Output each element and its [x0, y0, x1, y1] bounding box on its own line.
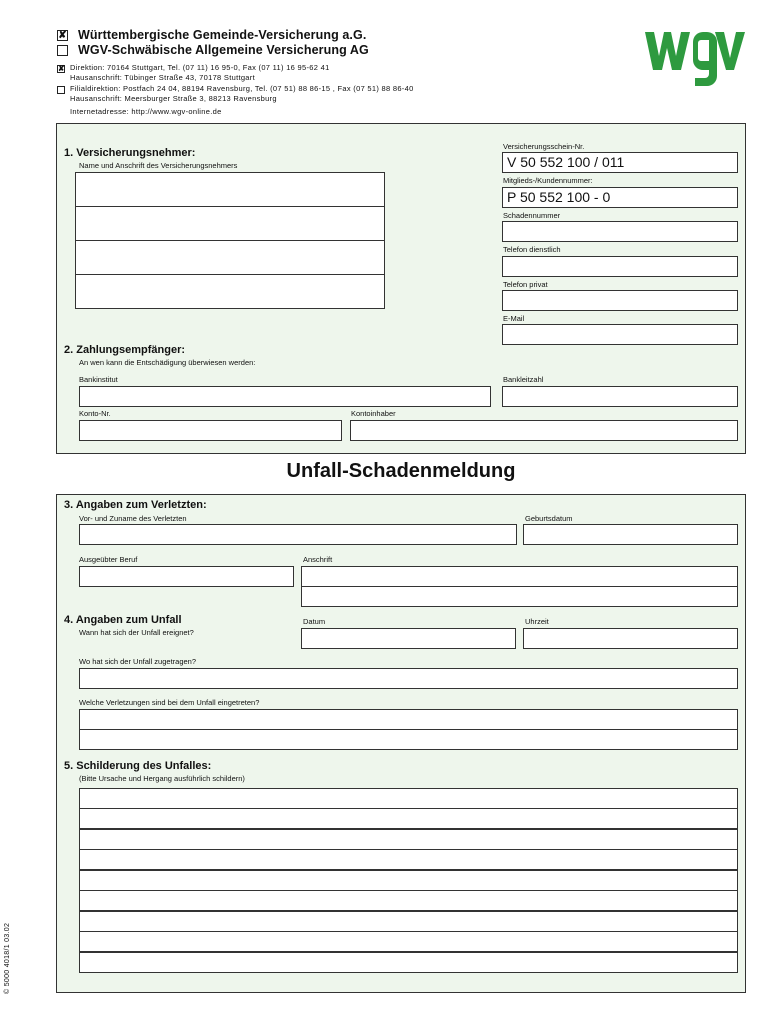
blz-field[interactable]: [502, 386, 738, 407]
injured-name-field[interactable]: [79, 524, 517, 545]
form-title: Unfall-Schadenmeldung: [286, 460, 516, 482]
member-number-label: Mitglieds-/Kundennummer:: [503, 176, 593, 185]
insurer1-checkbox[interactable]: ✘: [58, 30, 67, 41]
where-field[interactable]: [79, 668, 738, 689]
description-line[interactable]: [79, 829, 738, 850]
section1-heading: 1. Versicherungsnehmer:: [64, 147, 196, 159]
direktion-line1: Direktion: 70164 Stuttgart, Tel. (07 11) 16 95-0, Fax (07 11) 16 95-62 41: [70, 63, 330, 72]
blz-label: Bankleitzahl: [503, 375, 544, 384]
where-label: Wo hat sich der Unfall zugetragen?: [79, 657, 197, 666]
form-code: © 5000 4018/1 03.02: [4, 922, 11, 994]
email-label: E-Mail: [503, 314, 525, 323]
section2-heading: 2. Zahlungsempfänger:: [64, 344, 186, 356]
insurer2-name: WGV-Schwäbische Allgemeine Versicherung AG: [78, 43, 369, 57]
phone-private-field[interactable]: [502, 290, 738, 311]
filial-address: [70, 84, 414, 104]
description-line[interactable]: [79, 890, 738, 911]
description-line[interactable]: [79, 911, 738, 932]
bank-field[interactable]: [79, 386, 491, 407]
account-label: Konto-Nr.: [79, 409, 111, 418]
filial-checkbox[interactable]: [57, 86, 65, 94]
direktion-checkbox[interactable]: ✘: [58, 64, 65, 73]
policyholder-line1[interactable]: [75, 172, 385, 207]
phone-work-field[interactable]: [502, 256, 738, 277]
description-line[interactable]: [79, 931, 738, 952]
policyholder-line4[interactable]: [75, 274, 385, 309]
injuries-field-line2[interactable]: [79, 729, 738, 750]
injuries-field-line1[interactable]: [79, 709, 738, 730]
holder-field[interactable]: [350, 420, 738, 441]
title-band: [56, 453, 746, 495]
description-line[interactable]: [79, 952, 738, 973]
date-field[interactable]: [301, 628, 516, 649]
bank-label: Bankinstitut: [79, 375, 118, 384]
claim-number-field[interactable]: [502, 221, 738, 242]
time-label: Uhrzeit: [525, 617, 549, 626]
section5-sublabel: (Bitte Ursache und Hergang ausführlich schildern): [79, 774, 245, 783]
section5-heading: 5. Schilderung des Unfalles:: [64, 760, 212, 772]
policyholder-line2[interactable]: [75, 206, 385, 241]
internet-address: Internetadresse: http://www.wgv-online.de: [70, 107, 222, 116]
insurer2-checkbox[interactable]: [57, 45, 68, 56]
time-field[interactable]: [523, 628, 738, 649]
section2-sublabel: An wen kann die Entschädigung überwiesen werden:: [79, 358, 256, 367]
when-label: Wann hat sich der Unfall ereignet?: [79, 628, 194, 637]
birthdate-label: Geburtsdatum: [525, 514, 573, 523]
phone-private-label: Telefon privat: [503, 280, 548, 289]
wgv-logo: [645, 28, 749, 90]
insurer1-name: Württembergische Gemeinde-Versicherung a.G.: [78, 28, 367, 42]
section4-heading: 4. Angaben zum Unfall: [64, 614, 182, 626]
policy-number-field[interactable]: V 50 552 100 / 011: [502, 152, 738, 173]
email-field[interactable]: [502, 324, 738, 345]
section1-sublabel: Name und Anschrift des Versicherungsnehmers: [79, 161, 238, 170]
filial-line1: Filialdirektion: Postfach 24 04, 88194 Ravensburg, Tel. (07 51) 88 86-15 , Fax (07 51) 88 86-40: [70, 84, 414, 93]
description-line[interactable]: [79, 870, 738, 891]
policy-number-label: Versicherungsschein-Nr.: [503, 142, 585, 151]
job-label: Ausgeübter Beruf: [79, 555, 138, 564]
phone-work-label: Telefon dienstlich: [503, 245, 561, 254]
address-field-line1[interactable]: [301, 566, 738, 587]
description-line[interactable]: [79, 808, 738, 829]
injured-name-label: Vor- und Zuname des Verletzten: [79, 514, 187, 523]
address-field-line2[interactable]: [301, 586, 738, 607]
address-label: Anschrift: [303, 555, 333, 564]
direktion-address: [70, 63, 330, 83]
date-label: Datum: [303, 617, 326, 626]
injuries-label: Welche Verletzungen sind bei dem Unfall eingetreten?: [79, 698, 260, 707]
filial-line2: Hausanschrift: Meersburger Straße 3, 88213 Ravensburg: [70, 94, 277, 103]
birthdate-field[interactable]: [523, 524, 738, 545]
section3-heading: 3. Angaben zum Verletzten:: [64, 499, 207, 511]
policyholder-line3[interactable]: [75, 240, 385, 275]
member-number-field[interactable]: P 50 552 100 - 0: [502, 187, 738, 208]
claim-number-label: Schadennummer: [503, 211, 561, 220]
job-field[interactable]: [79, 566, 294, 587]
holder-label: Kontoinhaber: [351, 409, 396, 418]
direktion-line2: Hausanschrift: Tübinger Straße 43, 70178 Stuttgart: [70, 73, 255, 82]
account-field[interactable]: [79, 420, 342, 441]
description-line[interactable]: [79, 849, 738, 870]
description-line[interactable]: [79, 788, 738, 809]
